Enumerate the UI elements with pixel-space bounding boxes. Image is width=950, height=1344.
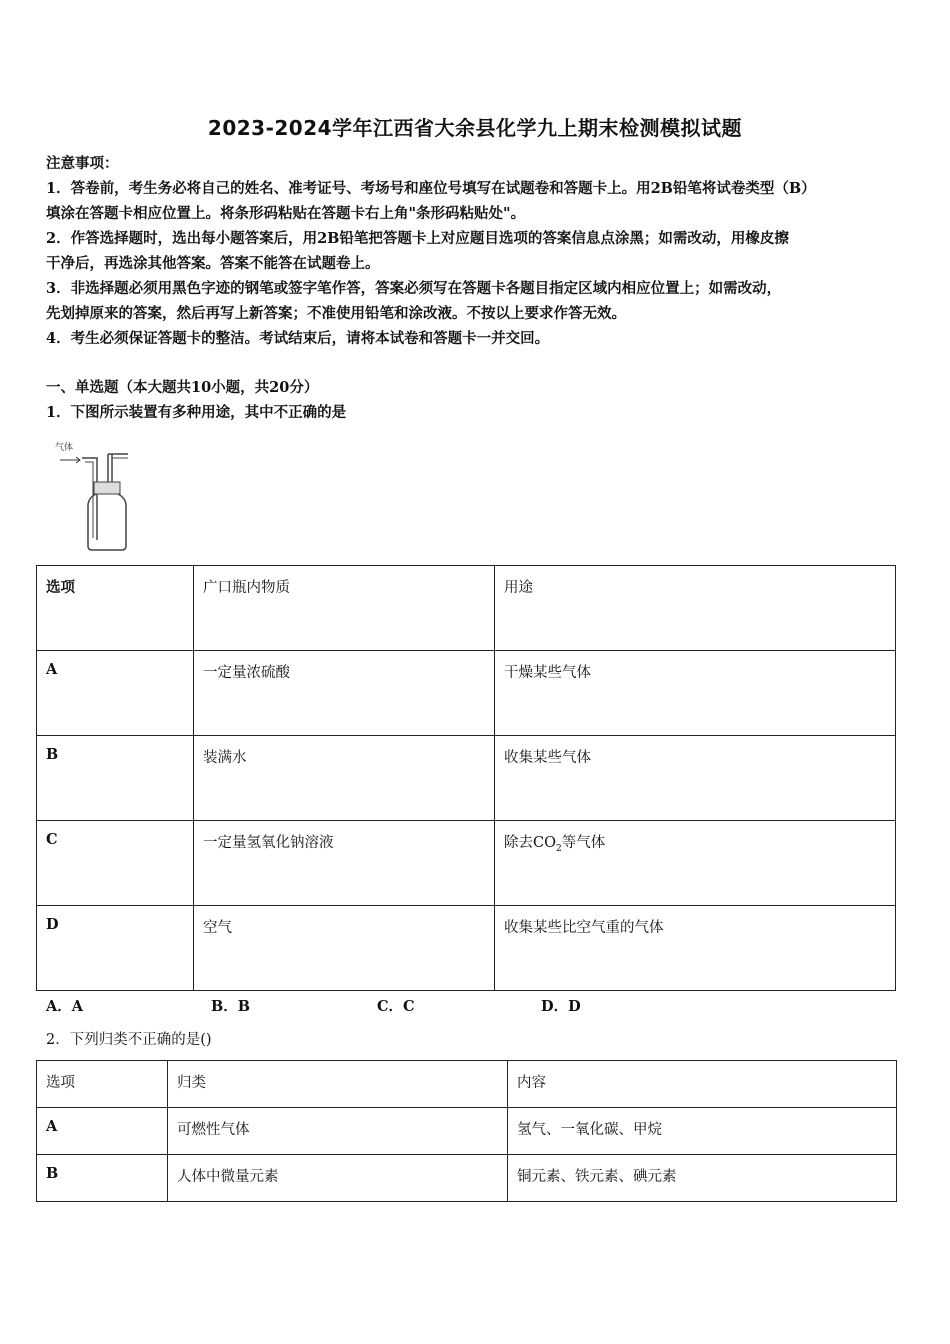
option-cell: B — [37, 736, 194, 821]
question-1-stem: 1．下图所示装置有多种用途，其中不正确的是 — [46, 404, 347, 421]
header-cell: 用途 — [495, 566, 896, 651]
notice-line-2: 填涂在答题卡相应位置上。将条形码粘贴在答题卡右上角"条形码粘贴处"。 — [46, 205, 526, 222]
answer-option-b[interactable]: B．B — [211, 998, 251, 1015]
section-heading: 一、单选题（本大题共10小题，共20分） — [46, 379, 319, 396]
substance-cell: 一定量浓硫酸 — [194, 651, 495, 736]
question-1-table — [36, 565, 896, 991]
question-2-table — [36, 1060, 897, 1202]
notice-line-6: 先划掉原来的答案，然后再写上新答案；不准使用铅笔和涂改液。不按以上要求作答无效。 — [46, 305, 626, 322]
use-cell: 收集某些比空气重的气体 — [495, 906, 896, 991]
header-cell: 选项 — [37, 566, 194, 651]
subscript-2: 2 — [555, 843, 562, 854]
notice-line-4: 干净后，再选涂其他答案。答案不能答在试题卷上。 — [46, 255, 380, 272]
notice-line-5: 3．非选择题必须用黑色字迹的钢笔或签字笔作答，答案必须写在答题卡各题目指定区域内相应位置上；如需改动， — [46, 280, 782, 297]
option-cell: B — [37, 1155, 168, 1202]
option-cell: C — [37, 821, 194, 906]
option-cell: A — [37, 1108, 168, 1155]
table-row — [37, 736, 896, 821]
answer-option-d[interactable]: D．D — [541, 998, 581, 1015]
header-cell: 选项 — [37, 1061, 168, 1108]
notice-line-7: 4．考生必须保证答题卡的整洁。考试结束后，请将本试卷和答题卡一并交回。 — [46, 330, 550, 347]
substance-cell: 一定量氢氧化钠溶液 — [194, 821, 495, 906]
use-cell: 收集某些气体 — [495, 736, 896, 821]
category-cell: 可燃性气体 — [168, 1108, 508, 1155]
table-row — [37, 651, 896, 736]
notice-heading: 注意事项： — [46, 155, 119, 172]
gas-washing-bottle-figure — [52, 440, 142, 555]
page-title: 2023-2024学年江西省大余县化学九上期末检测模拟试题 — [207, 116, 743, 140]
table-header-row — [37, 566, 896, 651]
header-cell: 归类 — [168, 1061, 508, 1108]
notice-line-1: 1．答卷前，考生务必将自己的姓名、准考证号、考场号和座位号填写在试题卷和答题卡上。用2B铅笔将试卷类型（B） — [46, 180, 816, 197]
question-2-stem: 2．下列归类不正确的是() — [46, 1032, 212, 1048]
table-row — [37, 821, 896, 906]
header-cell: 内容 — [508, 1061, 897, 1108]
option-cell: A — [37, 651, 194, 736]
answer-option-a[interactable]: A．A — [46, 998, 84, 1015]
use-cell: 干燥某些气体 — [495, 651, 896, 736]
table-row — [37, 1155, 897, 1202]
substance-cell: 装满水 — [194, 736, 495, 821]
option-cell: D — [37, 906, 194, 991]
notice-line-3: 2．作答选择题时，选出每小题答案后，用2B铅笔把答题卡上对应题目选项的答案信息点涂黑；如需改动，用橡皮擦 — [46, 230, 789, 247]
category-cell: 人体中微量元素 — [168, 1155, 508, 1202]
content-cell: 氢气、一氧化碳、甲烷 — [508, 1108, 897, 1155]
gas-label: 气体 — [55, 443, 74, 453]
table-row — [37, 1108, 897, 1155]
substance-cell: 空气 — [194, 906, 495, 991]
use-cell — [495, 821, 896, 906]
content-cell: 铜元素、铁元素、碘元素 — [508, 1155, 897, 1202]
use-text-prefix: 除去CO — [504, 835, 556, 851]
table-header-row — [37, 1061, 897, 1108]
table-row — [37, 906, 896, 991]
header-cell: 广口瓶内物质 — [194, 566, 495, 651]
use-text-suffix: 等气体 — [561, 835, 606, 851]
answer-option-c[interactable]: C．C — [377, 998, 415, 1015]
